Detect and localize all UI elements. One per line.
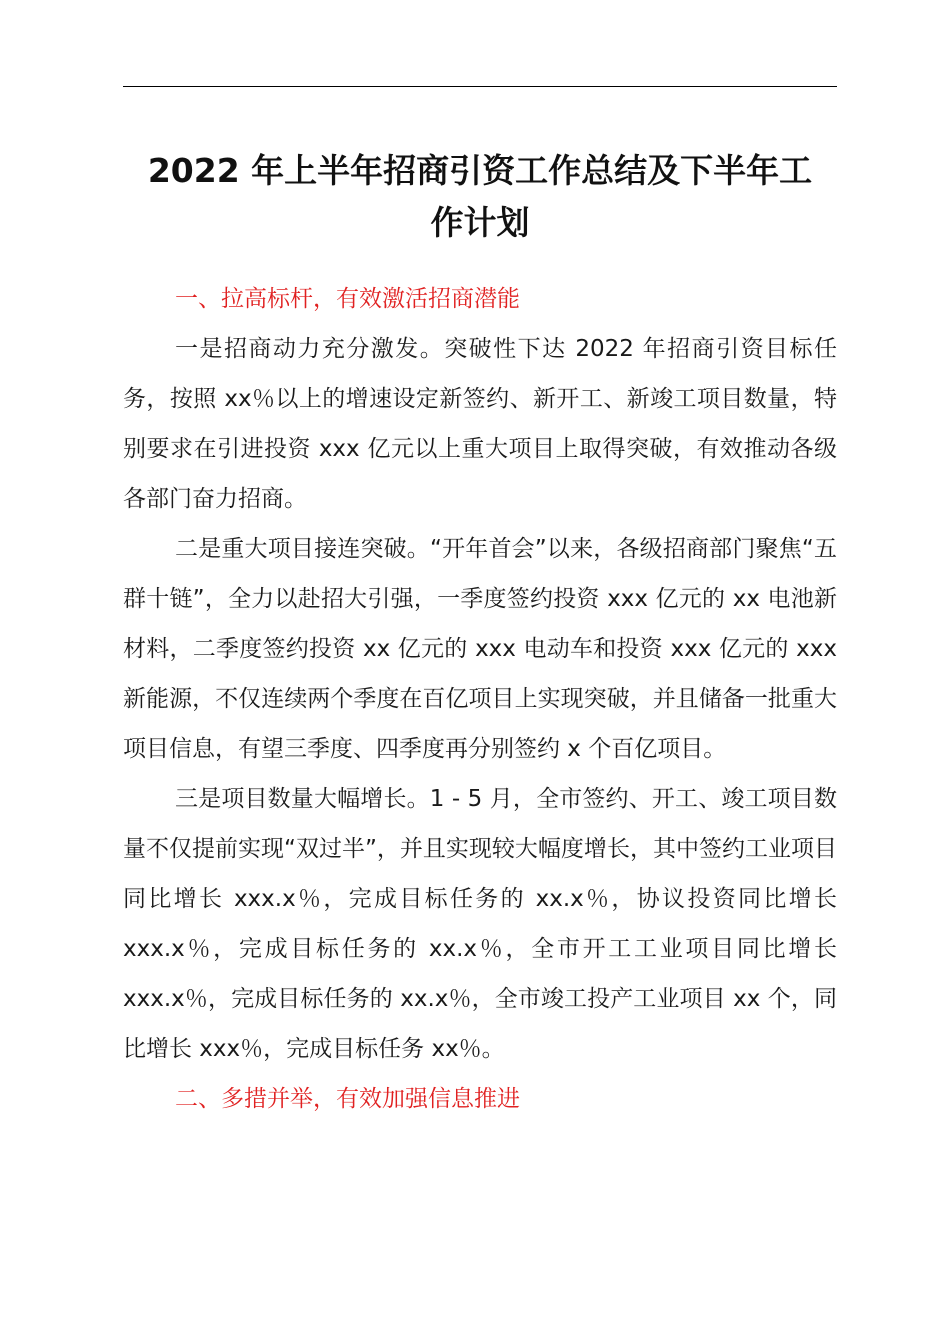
document-title [123,145,837,249]
paragraph-3: 三是项目数量大幅增长。1 - 5 月，全市签约、开工、竣工项目数量不仅提前实现“双过半”，并且实现较大幅度增长，其中签约工业项目同比增长 xxx.x％，完成目标任务的 xx.x％，协议投资同比增长 xxx.x％，完成目标任务的 xx.x％，全市开工工业项目同比增长 xxx.x％，完成目标任务的 xx.x％，全市竣工投产工业项目 xx 个，同比增长 xxx％，完成目标任务 xx％。 [123,786,837,1062]
document-body [123,274,837,1124]
section-heading-2: 二、多措并举，有效加强信息推进 [175,1086,520,1112]
header-rule [123,86,837,87]
section-heading-1: 一、拉高标杆，有效激活招商潜能 [175,286,520,312]
paragraph-1: 一是招商动力充分激发。突破性下达 2022 年招商引资目标任务，按照 xx％以上的增速设定新签约、新开工、新竣工项目数量，特别要求在引进投资 xxx 亿元以上重大项目上取得突破，有效推动各级各部门奋力招商。 [123,336,837,512]
paragraph-2: 二是重大项目接连突破。“开年首会”以来，各级招商部门聚焦“五群十链”，全力以赴招大引强，一季度签约投资 xxx 亿元的 xx 电池新材料，二季度签约投资 xx 亿元的 xxx 电动车和投资 xxx 亿元的 xxx 新能源，不仅连续两个季度在百亿项目上实现突破，并且储备一批重大项目信息，有望三季度、四季度再分别签约 x 个百亿项目。 [123,536,837,762]
title-line-1: 2022 年上半年招商引资工作总结及下半年工 [147,151,813,190]
title-line-2: 作计划 [430,203,530,242]
